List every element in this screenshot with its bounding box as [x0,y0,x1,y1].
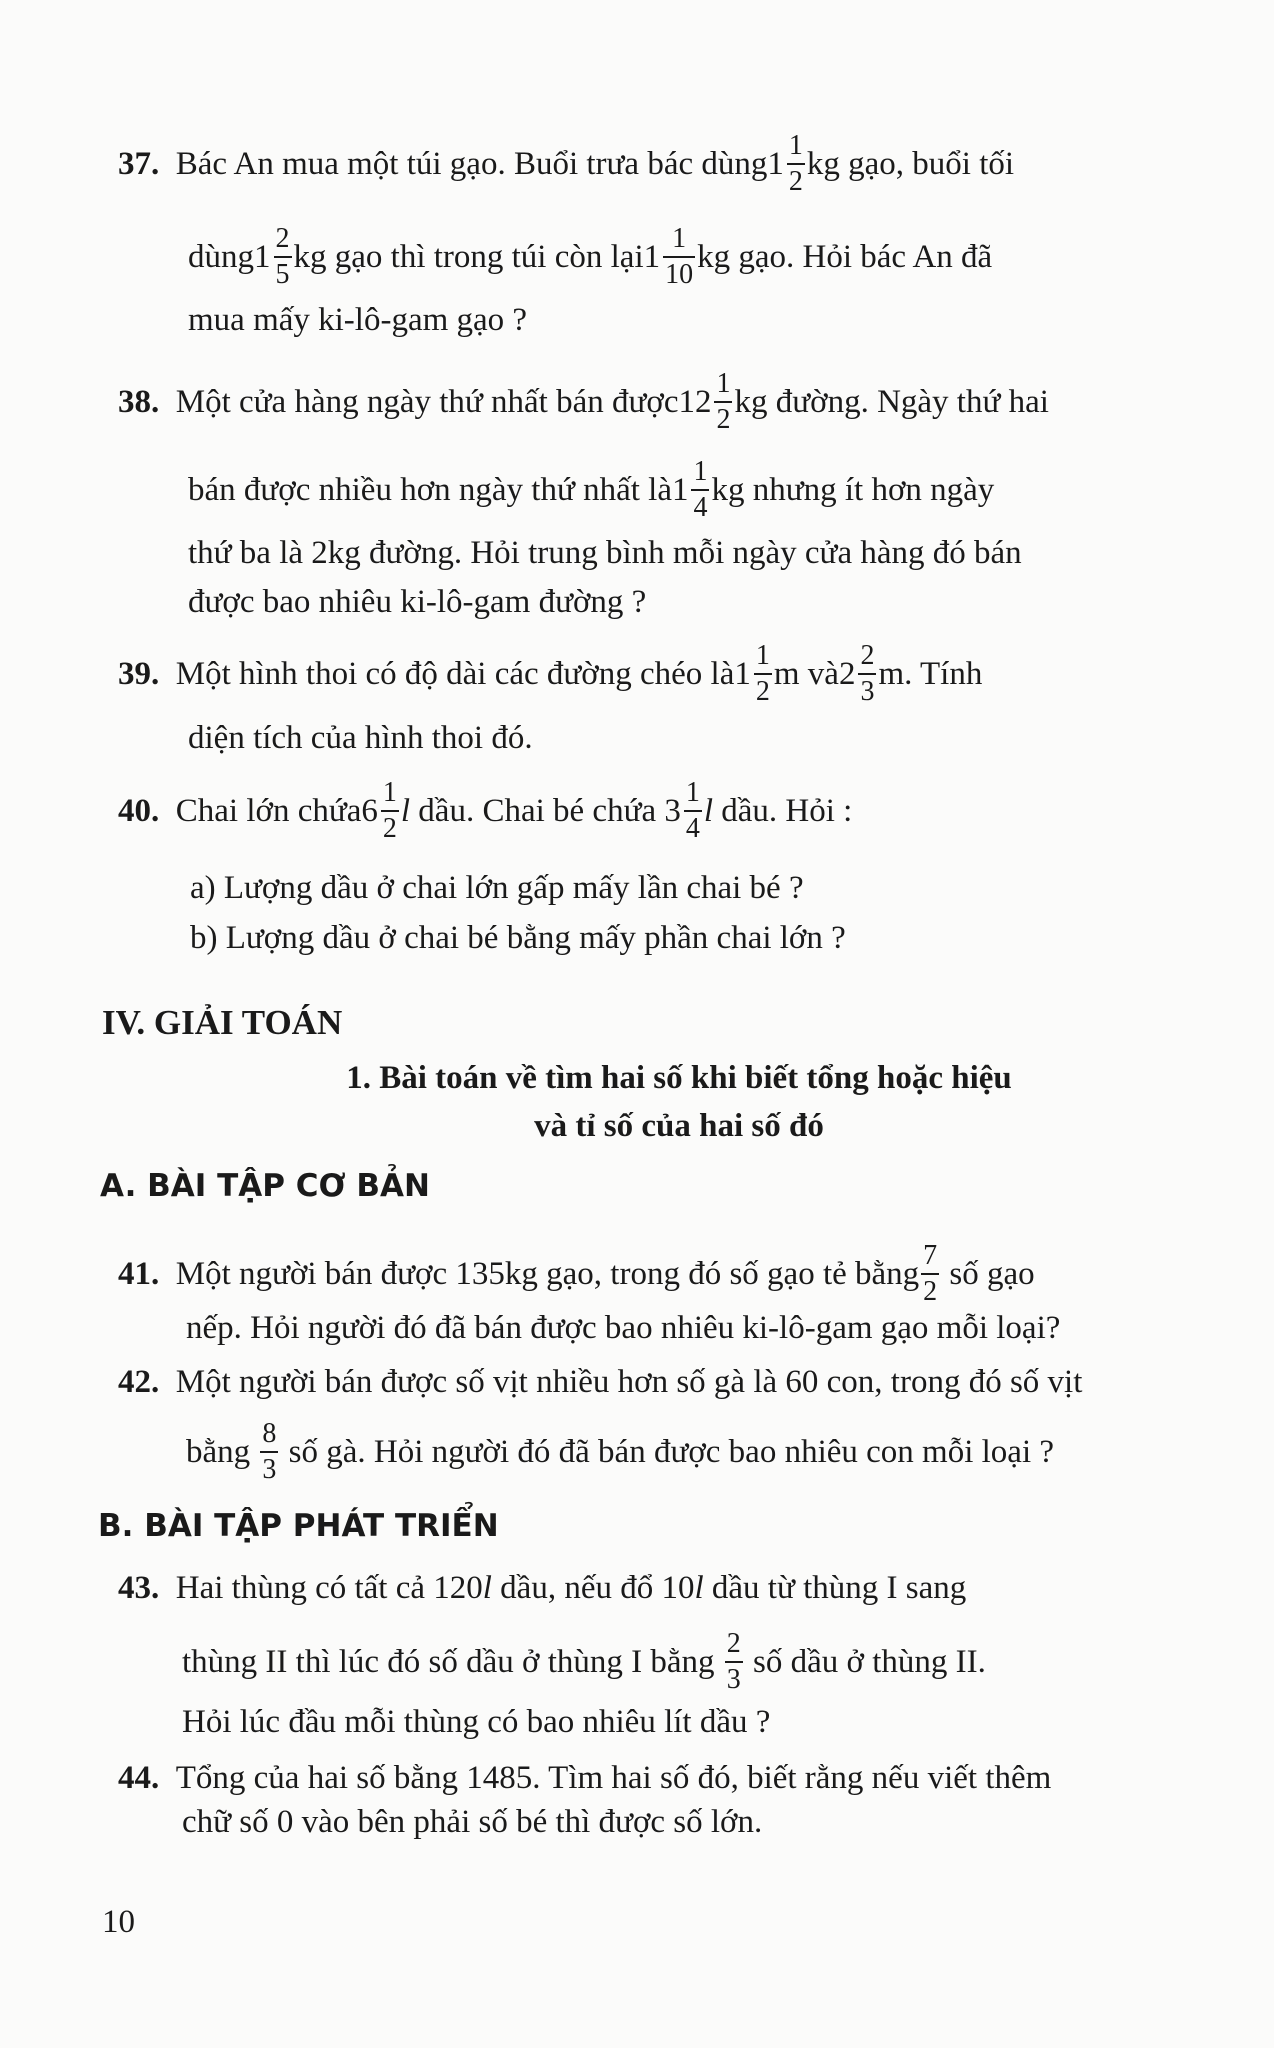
denominator: 2 [755,676,770,707]
problem-text: số gà. Hỏi người đó đã bán được bao nhiêu con mỗi loại ? [280,1433,1055,1470]
fraction [691,458,709,522]
unit-litre: l [694,1570,704,1606]
problem-number: 39. [118,655,160,692]
problem-42-line-1 [118,1366,1082,1399]
subquestion-b: b) Lượng dầu ở chai bé bằng mấy phần chai lớn ? [190,920,846,956]
mixed-number-whole: 6 [361,792,378,829]
subsection-title-line-2: và tỉ số của hai số đó [534,1108,824,1144]
problem-38-line-2 [188,458,994,522]
numerator: 1 [716,368,731,399]
denominator: 3 [262,1454,277,1485]
denominator: 2 [788,166,803,197]
problem-40-part-b [190,922,846,955]
problem-text: Một hình thoi có độ dài các đường chéo là [175,655,735,692]
problem-number: 44. [118,1760,160,1796]
problem-text: Tổng của hai số bằng 1485. Tìm hai số đó, biết rằng nếu viết thêm [175,1760,1052,1796]
problem-text: diện tích của hình thoi đó. [188,720,533,756]
heading-advanced-exercises: B. BÀI TẬP PHÁT TRIỂN [98,1508,499,1544]
unit-litre: l [703,792,714,829]
denominator: 4 [693,492,708,523]
denominator: 4 [685,813,700,844]
problem-41-line-1 [118,1242,1035,1306]
mixed-number-whole: 12 [678,383,712,420]
section-title: IV. GIẢI TOÁN [102,1003,343,1042]
mixed-number-whole: 1 [671,471,689,508]
denominator: 2 [382,813,397,844]
problem-40-part-a [190,872,804,905]
problem-number: 38. [118,383,160,420]
problem-text: Một người bán được số vịt nhiều hơn số gà là 60 con, trong đó số vịt [175,1364,1083,1400]
problem-text: mua mấy ki-lô-gam gạo ? [188,302,528,338]
denominator: 2 [716,404,731,435]
problem-text: dầu, nếu đổ 10 [491,1570,695,1606]
problem-38-line-4 [188,586,646,619]
mixed-number-whole: 2 [838,655,856,692]
numerator: 2 [860,640,875,671]
problem-number: 43. [118,1570,160,1606]
problem-37-line-1 [118,132,1014,196]
mixed-number-whole: 1 [254,238,271,275]
problem-37-line-3 [188,304,527,337]
problem-text: số dầu ở thùng II. [744,1643,986,1680]
denominator: 10 [665,259,694,290]
problem-43-line-2 [182,1630,986,1694]
problem-text: nếp. Hỏi người đó đã bán được bao nhiêu ki-lô-gam gạo mỗi loại? [186,1310,1061,1346]
problem-44-line-1 [118,1762,1051,1795]
mixed-number-whole: 1 [643,238,661,275]
fraction [274,225,292,289]
unit-litre: l [400,792,411,829]
numerator: 2 [275,223,290,254]
problem-38-line-1 [118,370,1049,434]
numerator: 1 [685,777,700,808]
problem-43-line-1 [118,1572,966,1605]
problem-text: kg đường. Ngày thứ hai [734,383,1049,420]
problem-39-line-2 [188,722,533,755]
fraction [787,132,805,196]
subsection-title-line-1: 1. Bài toán về tìm hai số khi biết tổng hoặc hiệu [346,1060,1012,1096]
numerator: 2 [726,1628,741,1659]
numerator: 8 [262,1418,277,1449]
fraction [714,370,732,434]
problem-37-line-2 [188,225,992,289]
problem-38-line-3 [188,537,1022,570]
fraction [921,1242,939,1306]
fraction [684,779,702,843]
problem-text: Chai lớn chứa [175,792,362,829]
problem-number: 41. [118,1255,160,1292]
problem-41-line-2 [186,1312,1060,1345]
fraction [663,225,695,289]
denominator: 2 [923,1276,938,1307]
denominator: 3 [726,1664,741,1695]
numerator: 1 [788,130,803,161]
problem-text: dùng [188,238,254,275]
problem-text: kg gạo. Hỏi bác An đã [697,238,993,275]
fraction [260,1420,278,1484]
mixed-number-whole: 1 [767,145,784,182]
problem-text: m. Tính [878,655,983,692]
problem-42-line-2 [186,1420,1054,1484]
problem-text: dầu. Chai bé chứa [410,792,665,829]
problem-text: thùng II thì lúc đó số dầu ở thùng I bằng [182,1643,723,1680]
problem-text: Một cửa hàng ngày thứ nhất bán được [175,383,679,420]
page-number: 10 [102,1904,135,1940]
problem-number: 40. [118,792,160,829]
problem-text: thứ ba là 2kg đường. Hỏi trung bình mỗi ngày cửa hàng đó bán [188,535,1022,571]
fraction [754,642,772,706]
problem-text: kg gạo, buổi tối [806,145,1015,182]
unit-litre: l [482,1570,492,1606]
problem-text: Bác An mua một túi gạo. Buổi trưa bác dùng [175,145,768,182]
numerator: 7 [923,1240,938,1271]
problem-text: Hai thùng có tất cả 120 [175,1570,483,1606]
numerator: 1 [672,223,687,254]
problem-text: chữ số 0 vào bên phải số bé thì được số lớn. [182,1804,763,1840]
problem-text: dầu. Hỏi : [713,792,853,829]
denominator: 5 [275,259,290,290]
mixed-number-whole: 1 [734,655,751,692]
mixed-number-whole: 3 [664,792,681,829]
problem-43-line-3 [182,1706,770,1739]
problem-text: kg nhưng ít hơn ngày [711,471,995,508]
heading-basic-exercises: A. BÀI TẬP CƠ BẢN [100,1168,430,1204]
numerator: 1 [693,456,708,487]
problem-text: Hỏi lúc đầu mỗi thùng có bao nhiêu lít dầu ? [182,1704,771,1740]
fraction [725,1630,743,1694]
problem-text: m và [773,655,839,692]
problem-text: Một người bán được 135kg gạo, trong đó số gạo tẻ bằng [175,1255,920,1292]
problem-text: bằng [186,1433,259,1470]
fraction [858,642,876,706]
problem-text: số gạo [941,1255,1035,1292]
problem-text: được bao nhiêu ki-lô-gam đường ? [188,584,647,620]
problem-number: 42. [118,1364,160,1400]
fraction [381,779,399,843]
problem-40-line-1 [118,779,852,843]
numerator: 1 [755,640,770,671]
problem-44-line-2 [182,1806,762,1839]
denominator: 3 [860,676,875,707]
problem-number: 37. [118,145,160,182]
problem-39-line-1 [118,642,982,706]
problem-text: bán được nhiều hơn ngày thứ nhất là [188,471,672,508]
problem-text: kg gạo thì trong túi còn lại [293,238,644,275]
problem-text: dầu từ thùng I sang [703,1570,967,1606]
numerator: 1 [382,777,397,808]
subquestion-a: a) Lượng dầu ở chai lớn gấp mấy lần chai bé ? [190,870,804,906]
